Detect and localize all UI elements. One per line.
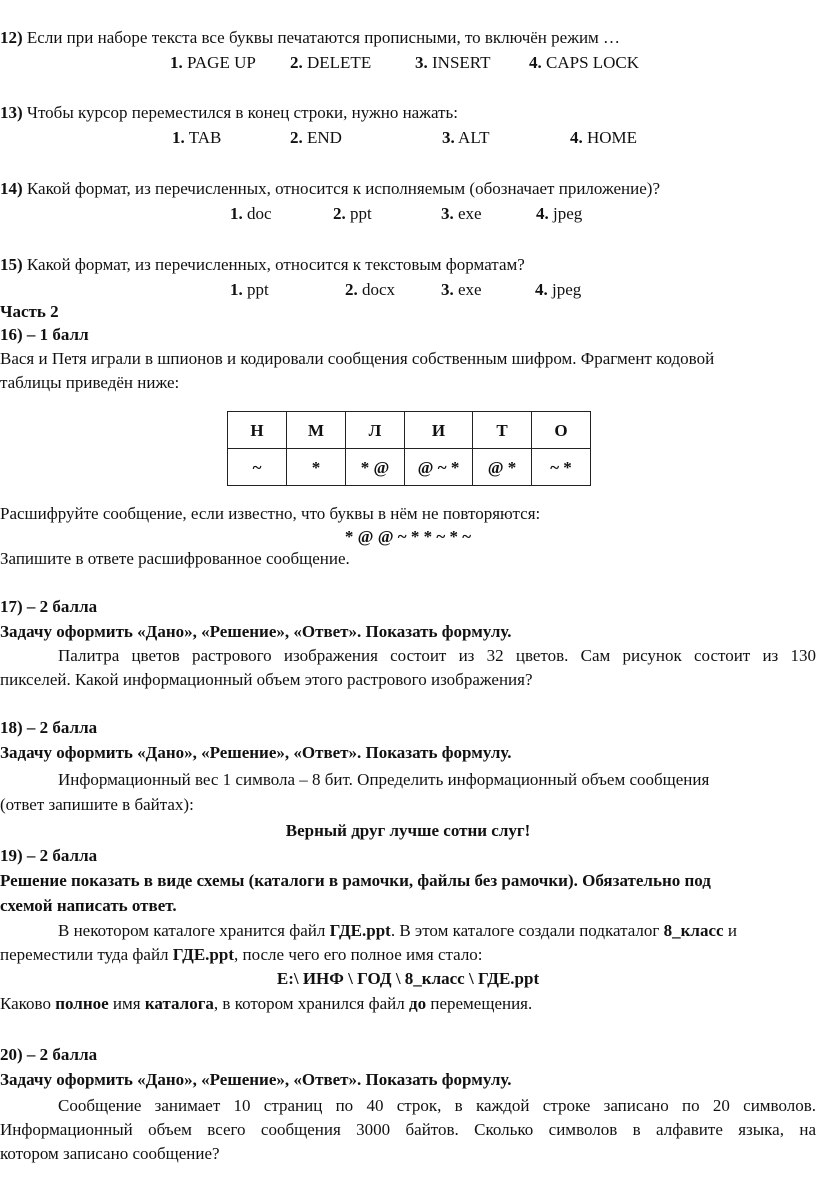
q16-text-line2: таблицы приведён ниже: [0,373,180,392]
q13-option-3: 3. ALT [442,128,490,147]
q12-option-4: 4. CAPS LOCK [529,53,640,72]
q18-text-line1: Информационный вес 1 символа – 8 бит. Определить информационный объем сообщения [58,770,710,789]
table-cell: * @ [346,449,405,486]
q14-option-2: 2. ppt [333,204,372,223]
q20-text-line1: Сообщение занимает 10 страниц по 40 строк, в каждой строке записано по 20 символов. [58,1096,816,1115]
code-table-codes-row [228,449,591,486]
table-cell: О [532,412,591,449]
q13-option-4: 4. HOME [570,128,638,147]
q16-text-line3: Расшифруйте сообщение, если известно, что буквы в нём не повторяются: [0,504,541,523]
q18-phrase: Верный друг лучше сотни слуг! [285,821,531,840]
question-14 [0,178,660,199]
code-table-letters-row [228,412,591,449]
question-text: Какой формат, из перечисленных, относится к текстовым форматам? [22,255,525,274]
question-12 [0,27,620,48]
q13-option-1: 1. TAB [172,128,222,147]
q18-instruction: Задачу оформить «Дано», «Решение», «Ответ». Показать формулу. [0,743,512,762]
q15-option-4: 4. jpeg [535,280,582,299]
code-table [227,411,591,486]
table-cell: И [405,412,473,449]
table-cell: @ ~ * [405,449,473,486]
question-text: Если при наборе текста все буквы печатаются прописными, то включён режим … [22,28,621,47]
q20-header: 20) – 2 балла [0,1045,98,1064]
q20-text-line2: Информационный объем всего сообщения 3000 байтов. Сколько символов в алфавите языка, на [0,1120,816,1139]
q12-option-3: 3. INSERT [415,53,491,72]
question-number: 13) [0,103,23,122]
q18-header: 18) – 2 балла [0,718,98,737]
question-15 [0,254,525,275]
q19-path: E:\ ИНФ \ ГОД \ 8_класс \ ГДЕ.ppt [276,969,540,988]
encoded-message: * @ @ ~ * * ~ * ~ [344,527,472,546]
table-cell: Л [346,412,405,449]
part-heading: Часть 2 [0,302,59,321]
q19-text-line1: В некотором каталоге хранится файл ГДЕ.ppt. В этом каталоге создали подкаталог 8_класс и [58,921,737,940]
q16-text-line4: Запишите в ответе расшифрованное сообщение. [0,549,350,568]
q15-option-3: 3. exe [441,280,482,299]
table-cell: @ * [473,449,532,486]
q19-header: 19) – 2 балла [0,846,98,865]
question-number: 15) [0,255,23,274]
q19-instruction-line1: Решение показать в виде схемы (каталоги в рамочки, файлы без рамочки). Обязательно под [0,871,711,890]
q19-instruction-line2: схемой написать ответ. [0,896,177,915]
q15-option-2: 2. docx [345,280,396,299]
table-cell: Т [473,412,532,449]
q15-option-1: 1. ppt [230,280,269,299]
question-text: Какой формат, из перечисленных, относится к исполняемым (обозначает приложение)? [22,179,661,198]
q18-text-line2: (ответ запишите в байтах): [0,795,194,814]
table-cell: М [287,412,346,449]
q17-text-line1: Палитра цветов растрового изображения состоит из 32 цветов. Сам рисунок состоит из 130 [58,646,816,665]
question-13 [0,102,458,123]
q19-text-line3: Каково полное имя каталога, в котором хранился файл до перемещения. [0,994,533,1013]
q20-text-line3: котором записано сообщение? [0,1144,220,1163]
q20-instruction: Задачу оформить «Дано», «Решение», «Ответ». Показать формулу. [0,1070,512,1089]
question-number: 12) [0,28,23,47]
q14-option-1: 1. doc [230,204,272,223]
question-text: Чтобы курсор переместился в конец строки, нужно нажать: [22,103,458,122]
table-cell: ~ * [532,449,591,486]
table-cell: * [287,449,346,486]
q14-option-4: 4. jpeg [536,204,583,223]
q16-header: 16) – 1 балл [0,325,89,344]
table-cell: ~ [228,449,287,486]
table-cell: Н [228,412,287,449]
q17-header: 17) – 2 балла [0,597,98,616]
q19-text-line2: переместили туда файл ГДЕ.ppt, после чего его полное имя стало: [0,945,483,964]
question-number: 14) [0,179,23,198]
q13-option-2: 2. END [290,128,342,147]
q17-instruction: Задачу оформить «Дано», «Решение», «Ответ». Показать формулу. [0,622,512,641]
q16-text-line1: Вася и Петя играли в шпионов и кодировали сообщения собственным шифром. Фрагмент кодовой [0,349,715,368]
q14-option-3: 3. exe [441,204,482,223]
q12-option-2: 2. DELETE [290,53,372,72]
q17-text-line2: пикселей. Какой информационный объем этого растрового изображения? [0,670,533,689]
q12-option-1: 1. PAGE UP [170,53,256,72]
